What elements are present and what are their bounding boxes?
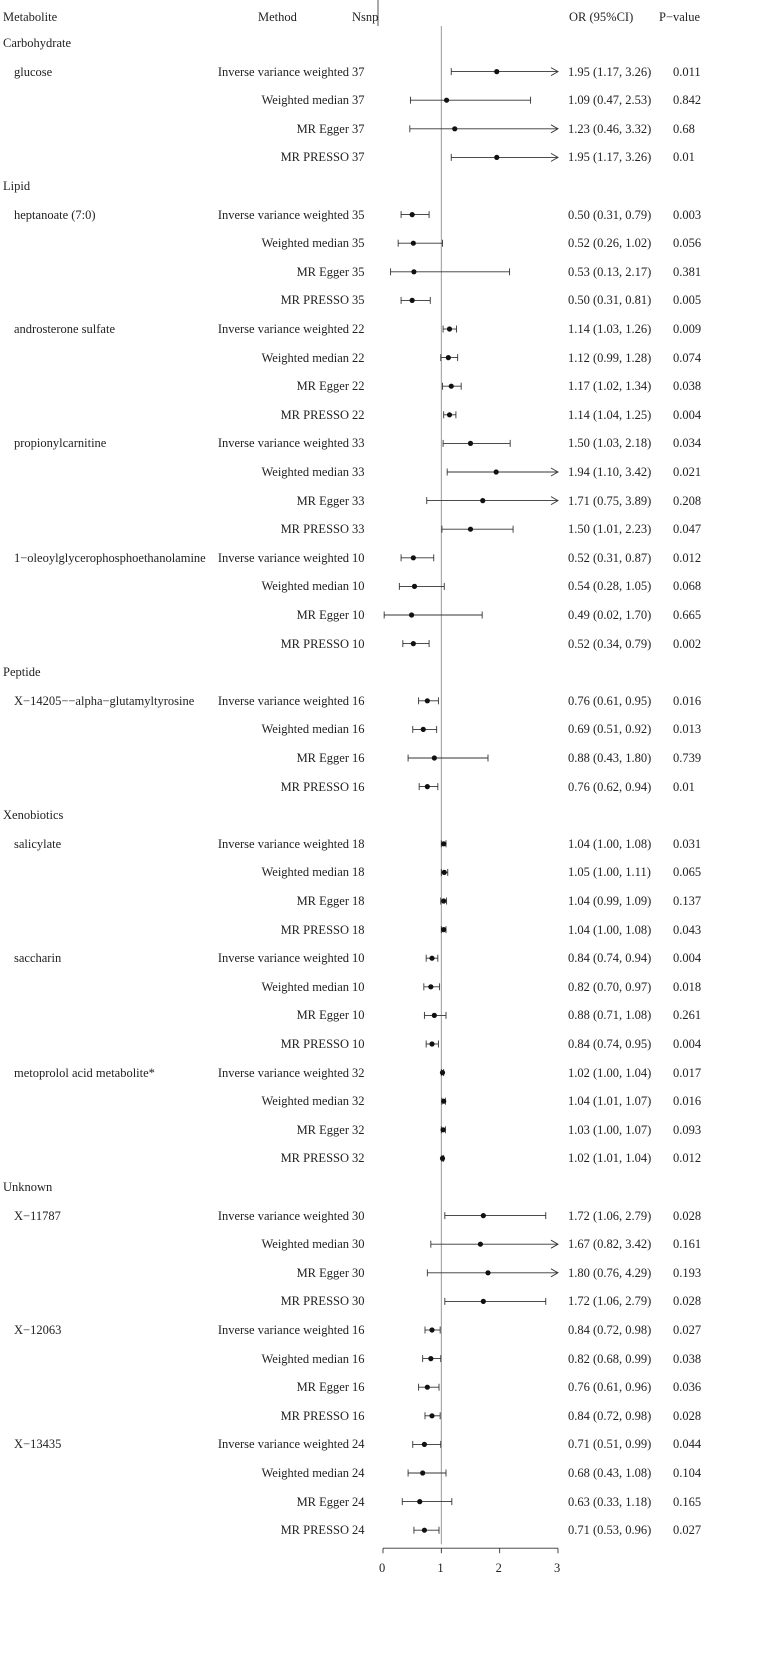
or-ci-text: 0.84 (0.72, 0.98) [568, 1408, 652, 1423]
nsnp-value: 33 [352, 493, 365, 508]
method-label: MR PRESSO [280, 150, 349, 165]
x-tick-label: 2 [495, 1561, 502, 1576]
p-value: 0.01 [673, 150, 695, 165]
or-ci-text: 0.50 (0.31, 0.81) [568, 293, 652, 308]
point-estimate [481, 1299, 486, 1304]
method-label: MR Egger [296, 751, 349, 765]
p-value: 0.021 [673, 465, 702, 479]
nsnp-value: 16 [352, 751, 365, 765]
x-tick-label: 1 [437, 1561, 444, 1576]
x-tick-label: 3 [554, 1561, 561, 1576]
method-label: Inverse variance weighted [217, 1208, 349, 1223]
p-value: 0.208 [673, 493, 702, 508]
method-label: MR Egger [296, 1494, 349, 1509]
p-value: 0.002 [673, 636, 702, 651]
p-value: 0.003 [673, 207, 702, 222]
p-value: 0.034 [673, 436, 702, 451]
p-value: 0.68 [673, 121, 695, 136]
method-label: Weighted median [261, 722, 349, 737]
method-label: MR PRESSO [280, 1151, 349, 1166]
nsnp-value: 22 [352, 407, 365, 422]
point-estimate [440, 1070, 445, 1075]
method-label: Weighted median [261, 979, 349, 994]
p-value: 0.018 [673, 979, 702, 994]
or-ci-text: 1.95 (1.17, 3.26) [568, 64, 652, 79]
nsnp-value: 16 [352, 1380, 365, 1395]
nsnp-value: 35 [352, 264, 365, 279]
nsnp-value: 16 [352, 779, 365, 794]
or-ci-text: 0.76 (0.62, 0.94) [568, 779, 652, 794]
p-value: 0.028 [673, 1208, 702, 1223]
point-estimate [425, 1385, 430, 1390]
or-ci-text: 1.14 (1.03, 1.26) [568, 322, 652, 336]
method-label: MR Egger [296, 1122, 349, 1137]
point-estimate [411, 555, 416, 560]
metabolite-label: 1−oleoylglycerophosphoethanolamine [14, 550, 206, 565]
nsnp-value: 24 [352, 1523, 365, 1538]
or-ci-text: 1.72 (1.06, 2.79) [568, 1208, 652, 1223]
group-label: Carbohydrate [3, 36, 72, 50]
header-or-ci: OR (95%CI) [569, 10, 634, 24]
nsnp-value: 37 [352, 93, 365, 108]
nsnp-value: 32 [352, 1094, 365, 1109]
method-label: Inverse variance weighted [217, 436, 349, 451]
or-ci-text: 1.50 (1.03, 2.18) [568, 436, 652, 451]
header-nsnp: Nsnp [352, 10, 379, 24]
method-label: MR Egger [296, 608, 349, 622]
or-ci-text: 1.04 (0.99, 1.09) [568, 894, 652, 908]
point-estimate [422, 1442, 427, 1447]
nsnp-value: 30 [352, 1237, 365, 1252]
p-value: 0.031 [673, 836, 702, 851]
or-ci-text: 0.53 (0.13, 2.17) [568, 264, 652, 279]
metabolite-label: X−12063 [14, 1323, 62, 1337]
nsnp-value: 10 [352, 1037, 365, 1051]
point-estimate [447, 412, 452, 417]
p-value: 0.012 [673, 1151, 702, 1166]
p-value: 0.028 [673, 1294, 702, 1309]
method-label: MR PRESSO [280, 779, 349, 794]
p-value: 0.016 [673, 693, 702, 708]
method-label: MR PRESSO [280, 1294, 349, 1309]
point-estimate [432, 1013, 437, 1018]
point-estimate [425, 698, 430, 703]
nsnp-value: 32 [352, 1151, 365, 1166]
or-ci-text: 0.82 (0.68, 0.99) [568, 1351, 652, 1366]
nsnp-value: 35 [352, 207, 365, 222]
nsnp-value: 33 [352, 522, 365, 537]
p-value: 0.104 [673, 1466, 702, 1480]
or-ci-text: 0.63 (0.33, 1.18) [568, 1494, 652, 1509]
p-value: 0.027 [673, 1323, 702, 1337]
p-value: 0.044 [673, 1437, 702, 1452]
point-estimate [409, 612, 414, 617]
point-estimate [452, 126, 457, 131]
or-ci-text: 0.84 (0.74, 0.94) [568, 951, 652, 966]
header-pvalue: P−value [659, 10, 701, 24]
point-estimate [447, 326, 452, 331]
method-label: Weighted median [261, 1351, 349, 1366]
nsnp-value: 10 [352, 636, 365, 651]
or-ci-text: 1.80 (0.76, 4.29) [568, 1265, 652, 1280]
header-metabolite: Metabolite [3, 10, 58, 24]
p-value: 0.011 [673, 64, 701, 79]
method-label: Weighted median [261, 1094, 349, 1109]
or-ci-text: 0.68 (0.43, 1.08) [568, 1466, 652, 1480]
or-ci-text: 1.05 (1.00, 1.11) [568, 865, 651, 880]
nsnp-value: 18 [352, 865, 365, 880]
method-label: MR Egger [296, 121, 349, 136]
p-value: 0.068 [673, 579, 702, 594]
p-value: 0.739 [673, 751, 702, 765]
method-label: Inverse variance weighted [217, 951, 349, 966]
point-estimate [441, 927, 446, 932]
metabolite-label: androsterone sulfate [14, 322, 116, 336]
nsnp-value: 35 [352, 293, 365, 308]
nsnp-value: 32 [352, 1065, 365, 1080]
group-label: Lipid [3, 179, 31, 193]
method-label: Inverse variance weighted [217, 1065, 349, 1080]
point-estimate [441, 898, 446, 903]
or-ci-text: 0.76 (0.61, 0.96) [568, 1380, 652, 1395]
nsnp-value: 10 [352, 1008, 365, 1023]
nsnp-value: 10 [352, 608, 365, 622]
or-ci-text: 0.84 (0.74, 0.95) [568, 1037, 652, 1051]
group-label: Unknown [3, 1180, 53, 1194]
method-label: Inverse variance weighted [217, 693, 349, 708]
point-estimate [428, 984, 433, 989]
point-estimate [440, 1127, 445, 1132]
metabolite-label: X−13435 [14, 1437, 62, 1452]
method-label: MR PRESSO [280, 522, 349, 537]
point-estimate [412, 584, 417, 589]
group-label: Xenobiotics [3, 808, 64, 823]
nsnp-value: 22 [352, 322, 365, 336]
p-value: 0.038 [673, 1351, 702, 1366]
nsnp-value: 18 [352, 894, 365, 908]
method-label: Weighted median [261, 1466, 349, 1480]
method-label: MR Egger [296, 1380, 349, 1395]
method-label: Weighted median [261, 93, 349, 108]
point-estimate [410, 298, 415, 303]
nsnp-value: 10 [352, 979, 365, 994]
or-ci-text: 0.50 (0.31, 0.79) [568, 207, 652, 222]
p-value: 0.193 [673, 1265, 702, 1280]
p-value: 0.056 [673, 236, 702, 251]
point-estimate [440, 1156, 445, 1161]
nsnp-value: 24 [352, 1437, 365, 1452]
or-ci-text: 1.04 (1.00, 1.08) [568, 836, 652, 851]
p-value: 0.047 [673, 522, 702, 537]
method-label: Inverse variance weighted [217, 64, 349, 79]
method-label: MR PRESSO [280, 922, 349, 937]
point-estimate [411, 641, 416, 646]
or-ci-text: 0.76 (0.61, 0.95) [568, 693, 652, 708]
method-label: MR Egger [296, 379, 349, 394]
nsnp-value: 18 [352, 922, 365, 937]
nsnp-value: 16 [352, 693, 365, 708]
method-label: Inverse variance weighted [217, 1437, 349, 1452]
p-value: 0.004 [673, 407, 702, 422]
method-label: Weighted median [261, 350, 349, 365]
or-ci-text: 0.69 (0.51, 0.92) [568, 722, 652, 737]
nsnp-value: 10 [352, 579, 365, 594]
p-value: 0.842 [673, 93, 702, 108]
point-estimate [468, 527, 473, 532]
or-ci-text: 0.82 (0.70, 0.97) [568, 979, 652, 994]
point-estimate [480, 498, 485, 503]
nsnp-value: 32 [352, 1122, 365, 1137]
point-estimate [481, 1213, 486, 1218]
metabolite-label: propionylcarnitine [14, 436, 107, 451]
p-value: 0.009 [673, 322, 702, 336]
or-ci-text: 1.04 (1.00, 1.08) [568, 922, 652, 937]
nsnp-value: 37 [352, 64, 365, 79]
or-ci-text: 1.04 (1.01, 1.07) [568, 1094, 652, 1109]
point-estimate [442, 870, 447, 875]
method-label: MR PRESSO [280, 1037, 349, 1051]
or-ci-text: 1.12 (0.99, 1.28) [568, 350, 652, 365]
or-ci-text: 1.02 (1.00, 1.04) [568, 1065, 652, 1080]
p-value: 0.137 [673, 894, 702, 908]
or-ci-text: 1.95 (1.17, 3.26) [568, 150, 652, 165]
point-estimate [478, 1242, 483, 1247]
nsnp-value: 37 [352, 121, 365, 136]
point-estimate [468, 441, 473, 446]
p-value: 0.004 [673, 951, 702, 966]
or-ci-text: 0.52 (0.31, 0.87) [568, 550, 652, 565]
metabolite-label: heptanoate (7:0) [14, 207, 96, 222]
point-estimate [411, 269, 416, 274]
p-value: 0.013 [673, 722, 702, 737]
p-value: 0.381 [673, 264, 702, 279]
p-value: 0.016 [673, 1094, 702, 1109]
or-ci-text: 0.71 (0.51, 0.99) [568, 1437, 652, 1452]
p-value: 0.028 [673, 1408, 702, 1423]
point-estimate [422, 1528, 427, 1533]
nsnp-value: 33 [352, 465, 365, 479]
or-ci-text: 0.71 (0.53, 0.96) [568, 1523, 652, 1538]
p-value: 0.017 [673, 1065, 702, 1080]
method-label: Inverse variance weighted [217, 836, 349, 851]
or-ci-text: 1.72 (1.06, 2.79) [568, 1294, 652, 1309]
method-label: Weighted median [261, 579, 349, 594]
p-value: 0.004 [673, 1037, 702, 1051]
p-value: 0.01 [673, 779, 695, 794]
or-ci-text: 1.17 (1.02, 1.34) [568, 379, 652, 394]
point-estimate [446, 355, 451, 360]
p-value: 0.027 [673, 1523, 702, 1538]
point-estimate [428, 1356, 433, 1361]
method-label: MR PRESSO [280, 1408, 349, 1423]
p-value: 0.012 [673, 550, 702, 565]
p-value: 0.065 [673, 865, 702, 880]
nsnp-value: 10 [352, 550, 365, 565]
point-estimate [429, 1413, 434, 1418]
method-label: MR PRESSO [280, 407, 349, 422]
or-ci-text: 0.49 (0.02, 1.70) [568, 608, 652, 622]
nsnp-value: 30 [352, 1294, 365, 1309]
or-ci-text: 1.71 (0.75, 3.89) [568, 493, 652, 508]
metabolite-label: metoprolol acid metabolite* [14, 1065, 155, 1080]
method-label: Inverse variance weighted [217, 1323, 349, 1337]
p-value: 0.665 [673, 608, 702, 622]
point-estimate [420, 1470, 425, 1475]
metabolite-label: saccharin [14, 951, 62, 966]
or-ci-text: 0.52 (0.26, 1.02) [568, 236, 652, 251]
method-label: Weighted median [261, 865, 349, 880]
method-label: Weighted median [261, 1237, 349, 1252]
or-ci-text: 0.54 (0.28, 1.05) [568, 579, 652, 594]
or-ci-text: 0.84 (0.72, 0.98) [568, 1323, 652, 1337]
or-ci-text: 1.03 (1.00, 1.07) [568, 1122, 652, 1137]
point-estimate [441, 1099, 446, 1104]
method-label: MR Egger [296, 894, 349, 908]
method-label: MR Egger [296, 493, 349, 508]
point-estimate [411, 241, 416, 246]
point-estimate [494, 469, 499, 474]
nsnp-value: 30 [352, 1208, 365, 1223]
nsnp-value: 16 [352, 1323, 365, 1337]
or-ci-text: 0.52 (0.34, 0.79) [568, 636, 652, 651]
method-label: Inverse variance weighted [217, 322, 349, 336]
p-value: 0.165 [673, 1494, 702, 1509]
p-value: 0.036 [673, 1380, 702, 1395]
nsnp-value: 24 [352, 1494, 365, 1509]
metabolite-label: salicylate [14, 836, 62, 851]
p-value: 0.074 [673, 350, 702, 365]
method-label: MR PRESSO [280, 293, 349, 308]
point-estimate [494, 155, 499, 160]
p-value: 0.161 [673, 1237, 702, 1252]
method-label: MR PRESSO [280, 636, 349, 651]
metabolite-label: X−14205−−alpha−glutamyltyrosine [14, 693, 195, 708]
point-estimate [449, 384, 454, 389]
or-ci-text: 0.88 (0.43, 1.80) [568, 751, 652, 765]
point-estimate [494, 69, 499, 74]
group-label: Peptide [3, 665, 41, 680]
point-estimate [444, 98, 449, 103]
nsnp-value: 35 [352, 236, 365, 251]
or-ci-text: 1.14 (1.04, 1.25) [568, 407, 652, 422]
point-estimate [485, 1270, 490, 1275]
point-estimate [429, 1327, 434, 1332]
nsnp-value: 18 [352, 836, 365, 851]
method-label: MR Egger [296, 264, 349, 279]
point-estimate [421, 727, 426, 732]
nsnp-value: 22 [352, 379, 365, 394]
nsnp-value: 33 [352, 436, 365, 451]
or-ci-text: 1.67 (0.82, 3.42) [568, 1237, 652, 1252]
method-label: MR Egger [296, 1265, 349, 1280]
or-ci-text: 1.09 (0.47, 2.53) [568, 93, 652, 108]
p-value: 0.261 [673, 1008, 702, 1023]
nsnp-value: 37 [352, 150, 365, 165]
nsnp-value: 30 [352, 1265, 365, 1280]
point-estimate [429, 956, 434, 961]
or-ci-text: 1.94 (1.10, 3.42) [568, 465, 652, 479]
nsnp-value: 16 [352, 722, 365, 737]
or-ci-text: 0.88 (0.71, 1.08) [568, 1008, 652, 1023]
point-estimate [441, 841, 446, 846]
p-value: 0.093 [673, 1122, 702, 1137]
nsnp-value: 16 [352, 1351, 365, 1366]
method-label: Inverse variance weighted [217, 550, 349, 565]
method-label: Weighted median [261, 236, 349, 251]
nsnp-value: 22 [352, 350, 365, 365]
point-estimate [425, 784, 430, 789]
metabolite-label: X−11787 [14, 1208, 61, 1223]
or-ci-text: 1.02 (1.01, 1.04) [568, 1151, 652, 1166]
header-method: Method [258, 10, 297, 24]
method-label: Weighted median [261, 465, 349, 479]
nsnp-value: 24 [352, 1466, 365, 1480]
nsnp-value: 10 [352, 951, 365, 966]
method-label: Inverse variance weighted [217, 207, 349, 222]
point-estimate [432, 755, 437, 760]
point-estimate [410, 212, 415, 217]
x-tick-label: 0 [379, 1561, 386, 1576]
p-value: 0.038 [673, 379, 702, 394]
method-label: MR PRESSO [280, 1523, 349, 1538]
method-label: MR Egger [296, 1008, 349, 1023]
or-ci-text: 1.50 (1.01, 2.23) [568, 522, 652, 537]
metabolite-label: glucose [14, 64, 53, 79]
p-value: 0.005 [673, 293, 702, 308]
p-value: 0.043 [673, 922, 702, 937]
or-ci-text: 1.23 (0.46, 3.32) [568, 121, 652, 136]
point-estimate [429, 1041, 434, 1046]
nsnp-value: 16 [352, 1408, 365, 1423]
point-estimate [417, 1499, 422, 1504]
